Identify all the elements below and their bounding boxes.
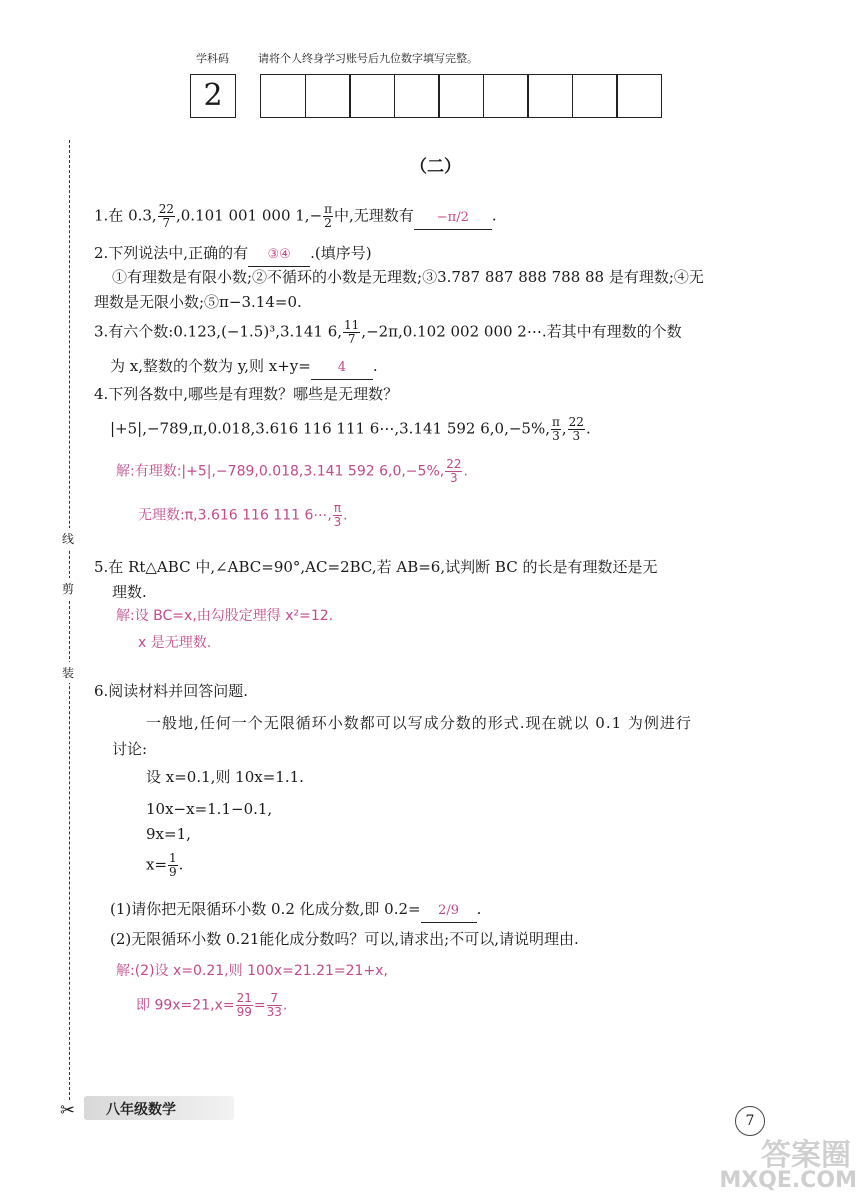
q4-answer-fraction: $\frac{22}{3}$ [446,457,462,485]
subject-code-box: 2 [190,74,236,118]
question-3-line-2: 为 x,整数的个数为 y,则 x+y= 4 . [110,355,378,380]
margin-word-line: 线 [62,528,74,549]
q6-step-3: 9x=1, [146,825,191,843]
q6-answer-fraction-1: $\frac{21}{99}$ [236,991,252,1019]
q6-step-2: 10x−x=1.1−0.1, [146,800,273,818]
question-1: 1.在 0.3, $\frac{22}{7}$ ,0.101 001 000 1,− $\frac{\pi}{2}$ 中,无理数有 −π/2 . [94,202,497,230]
q4-fraction-1: $\frac{\pi}{3}$ [551,415,560,443]
digit-box [572,74,618,118]
digit-box [305,74,351,118]
page-number: 7 [735,1106,765,1136]
watermark-url: MXQE.COM [719,1168,857,1193]
q1-prefix: 1.在 0.3, [94,206,157,225]
question-4-numbers: |+5|,−789,π,0.018,3.616 116 111 6⋯,3.141 592 6,0,−5%, $\frac{\pi}{3}$ , $\frac{22}{3}$ . [110,415,591,443]
digit-box [394,74,440,118]
q6-paragraph-line-2: 讨论: [112,740,148,758]
q1-fraction-1: $\frac{22}{7}$ [158,202,174,230]
watermark-text: 答案圈 [761,1138,851,1173]
q4-fraction-2: $\frac{22}{3}$ [568,415,584,443]
question-6-title: 6.阅读材料并回答问题. [94,682,249,700]
q2-options-line-1: ①有理数是有限小数;②不循环的小数是无理数;③3.787 887 888 788 88 是有理数;④无 [112,268,704,286]
q1-fraction-2: $\frac{\pi}{2}$ [324,202,333,230]
q6-subquestion-1: (1)请你把无限循环小数 0.2 化成分数,即 0.2= 2/9 . [110,898,481,923]
q3-fraction: $\frac{11}{7}$ [344,318,360,346]
q2-options-line-2: 理数是无限小数;⑤π−3.14=0. [94,293,302,311]
account-number-boxes [260,74,661,118]
q4-answer-irrational: 无理数:π,3.616 116 111 6⋯, $\frac{\pi}{3}$ . [138,501,348,529]
q6-answer-fraction-2: $\frac{7}{33}$ [266,991,282,1019]
digit-box [527,74,573,118]
q3-answer: 4 [311,357,373,380]
grade-label: 八年级数学 [106,1102,176,1118]
digit-box [260,74,306,118]
question-4-title: 4.下列各数中,哪些是有理数？哪些是无理数？ [94,385,399,403]
q6-sub1-answer: 2/9 [421,900,477,923]
q4-answer-irr-fraction: $\frac{\pi}{3}$ [333,501,342,529]
question-2: 2.下列说法中,正确的有 ③④ .(填序号) [94,242,372,267]
digit-box [349,74,395,118]
q1-answer: −π/2 [414,207,492,230]
q4-answer-rational: 解:有理数:|+5|,−789,0.018,3.141 592 6,0,−5%, $\frac{22}{3}$ . [116,457,468,485]
q2-answer: ③④ [248,244,310,267]
digit-box [483,74,529,118]
question-5-line-1: 5.在 Rt△ABC 中,∠ABC=90°,AC=2BC,若 AB=6,试判断 BC 的长是有理数还是无 [94,558,658,576]
q6-step-1: 设 x=0.1,则 10x=1.1. [146,768,304,786]
digit-box [438,74,484,118]
q6-step-4-fraction: $\frac{1}{9}$ [169,851,177,879]
subject-code-label: 学科码 [196,52,229,65]
question-3: 3.有六个数:0.123,(−1.5)³,3.141 6, $\frac{11}{7}$ ,−2π,0.102 002 000 2⋯.若其中有理数的个数 [94,318,682,346]
q6-answer-line-1: 解:(2)设 x=0.21,则 100x=21.21=21+x, [116,963,388,979]
section-title: （二） [410,157,461,177]
q6-answer-line-2: 即 99x=21,x= $\frac{21}{99}$ = $\frac{7}{33}$ . [136,991,288,1019]
q6-paragraph-line-1: 一般地,任何一个无限循环小数都可以写成分数的形式.现在就以 0.1 为例进行 [146,714,692,732]
q6-subquestion-2: (2)无限循环小数 0.21能化成分数吗？可以,请求出;不可以,请说明理由. [110,930,579,948]
digit-box [616,74,662,118]
q5-answer-line-2: x 是无理数. [138,635,212,651]
margin-word-cut: 剪 [62,578,74,599]
account-instruction: 请将个人终身学习账号后九位数字填写完整。 [258,52,478,65]
scissors-icon: ✂ [60,1100,76,1121]
question-5-line-2: 理数. [112,583,147,601]
q6-step-4: x= $\frac{1}{9}$ . [146,851,184,879]
cut-line [69,140,70,1100]
margin-word-bind: 装 [62,662,74,683]
q5-answer-line-1: 解:设 BC=x,由勾股定理得 x²=12. [116,608,334,624]
